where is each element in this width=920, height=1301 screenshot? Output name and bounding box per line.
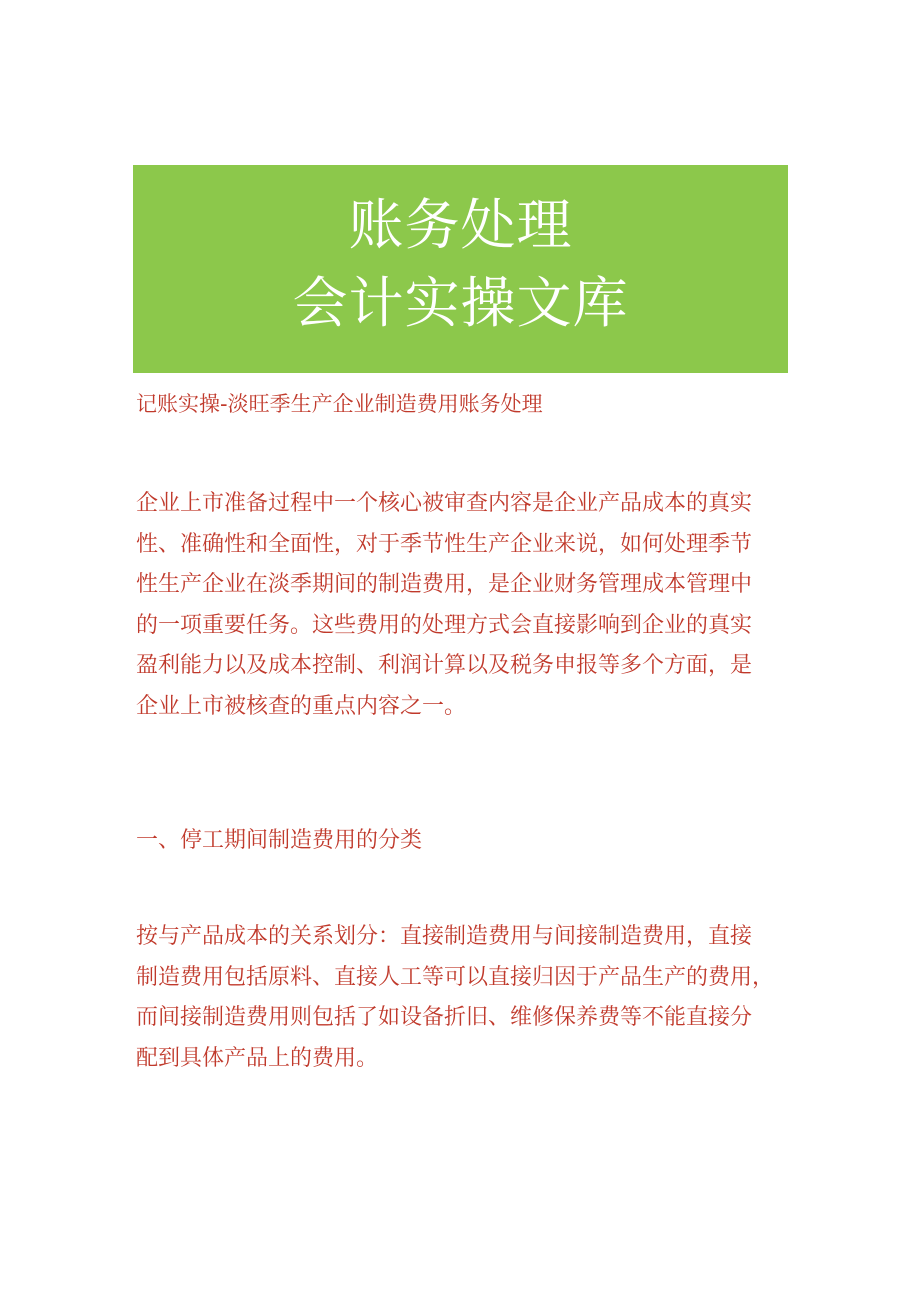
paragraph-line: 企业上市被核查的重点内容之一。: [136, 693, 467, 719]
section-heading: 一、停工期间制造费用的分类: [136, 828, 423, 853]
paragraph-line: 盈利能力以及成本控制、利润计算以及税务申报等多个方面，是: [136, 653, 753, 678]
banner-title-line2: 会计实操文库: [292, 271, 629, 335]
paragraph-line: 的一项重要任务。这些费用的处理方式会直接影响到企业的真实: [136, 612, 753, 638]
classification-paragraph: [136, 917, 796, 1079]
paragraph-line: 按与产品成本的关系划分：直接制造费用与间接制造费用，直接: [136, 924, 753, 949]
banner-title-line1: 账务处理: [348, 193, 573, 257]
paragraph-line: 性生产企业在淡季期间的制造费用，是企业财务管理成本管理中: [136, 572, 753, 597]
paragraph-line: 配到具体产品上的费用。: [136, 1045, 379, 1071]
paragraph-line: 企业上市准备过程中一个核心被审查内容是企业产品成本的真实: [136, 491, 753, 516]
paragraph-line: 而间接制造费用则包括了如设备折旧、维修保养费等不能直接分: [136, 1005, 753, 1030]
intro-paragraph: [136, 484, 796, 727]
paragraph-line: 性、准确性和全面性，对于季节性生产企业来说，如何处理季节: [136, 531, 753, 557]
document-title: 记账实操-淡旺季生产企业制造费用账务处理: [136, 392, 543, 416]
header-banner: [133, 165, 788, 373]
paragraph-line: 制造费用包括原料、直接人工等可以直接归因于产品生产的费用，: [136, 964, 775, 990]
